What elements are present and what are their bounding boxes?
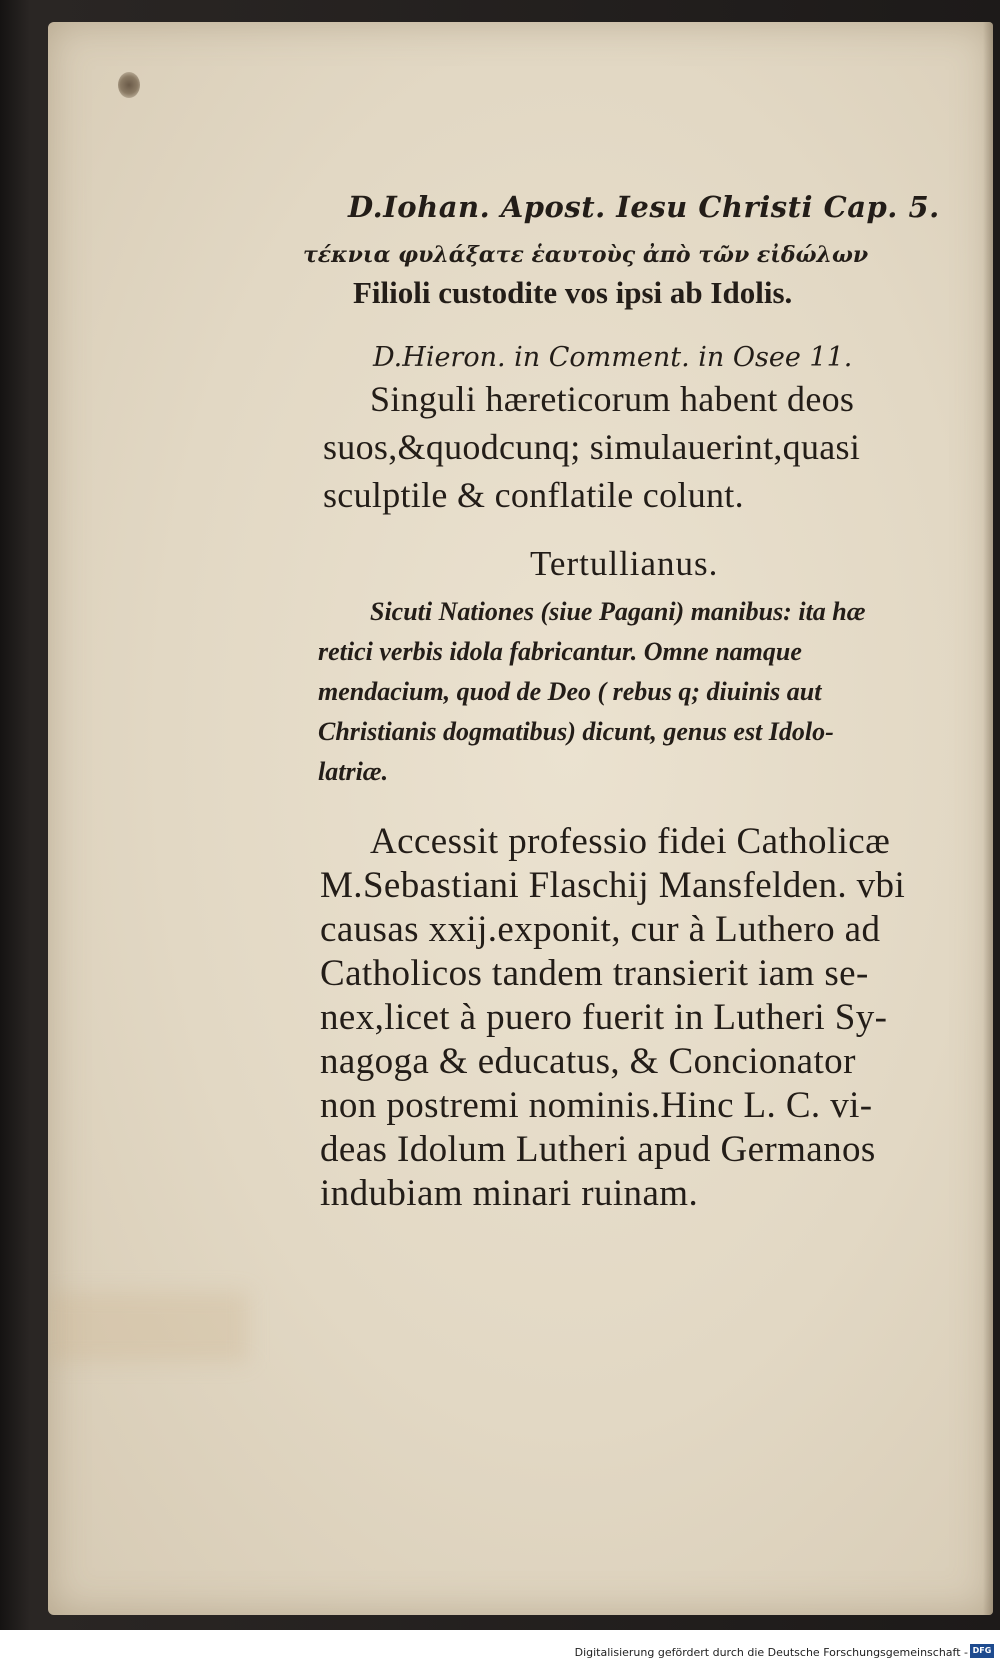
greek-verse: τέκνια φυλάξατε ἑαυτοὺς ἀπὸ τῶν εἰδώλων bbox=[303, 242, 869, 268]
tertullianus-line-1: Sicuti Nationes (siue Pagani) manibus: ita hæ bbox=[370, 597, 866, 626]
accessit-line-9: indubiam minari ruinam. bbox=[320, 1173, 699, 1214]
hieronymus-line-2: suos,&quodcunq; simulauerint,quasi bbox=[323, 427, 861, 467]
book-page bbox=[48, 22, 993, 1615]
tertullianus-line-2: retici verbis idola fabricantur. Omne namque bbox=[318, 637, 802, 666]
citation-john: D.Iohan. Apost. Iesu Christi Cap. 5. bbox=[348, 190, 940, 224]
paper-stain bbox=[48, 1292, 248, 1362]
accessit-line-8: deas Idolum Lutheri apud Germanos bbox=[320, 1129, 876, 1170]
hieronymus-line-3: sculptile & conflatile colunt. bbox=[323, 475, 744, 515]
accessit-line-3: causas xxij.exponit, cur à Luthero ad bbox=[320, 909, 881, 950]
digitization-footer bbox=[0, 1630, 1000, 1676]
accessit-line-6: nagoga & educatus, & Concionator bbox=[320, 1041, 856, 1082]
hieronymus-line-1: Singuli hæreticorum habent deos bbox=[370, 379, 855, 419]
accessit-line-4: Catholicos tandem transierit iam se- bbox=[320, 953, 869, 994]
tertullianus-line-3: mendacium, quod de Deo ( rebus q; diuinis aut bbox=[318, 677, 822, 706]
accessit-line-1: Accessit professio fidei Catholicæ bbox=[370, 821, 891, 862]
dfg-logo-icon: DFG bbox=[970, 1644, 994, 1658]
tertullianus-line-5: latriæ. bbox=[318, 757, 389, 786]
accessit-line-5: nex,licet à puero fuerit in Lutheri Sy- bbox=[320, 997, 888, 1038]
tertullianus-line-4: Christianis dogmatibus) dicunt, genus est Idolo- bbox=[318, 717, 834, 746]
heading-tertullianus: Tertullianus. bbox=[530, 544, 719, 583]
latin-verse: Filioli custodite vos ipsi ab Idolis. bbox=[353, 275, 793, 310]
page-edge-shadow bbox=[983, 22, 993, 1615]
ink-blot bbox=[118, 72, 140, 98]
citation-hieronymus: D.Hieron. in Comment. in Osee 11. bbox=[373, 342, 853, 373]
accessit-line-2: M.Sebastiani Flaschij Mansfelden. vbi bbox=[320, 865, 906, 906]
accessit-line-7: non postremi nominis.Hinc L. C. vi- bbox=[320, 1085, 873, 1126]
funding-note: Digitalisierung gefördert durch die Deutsche Forschungsgemeinschaft - bbox=[574, 1646, 968, 1659]
